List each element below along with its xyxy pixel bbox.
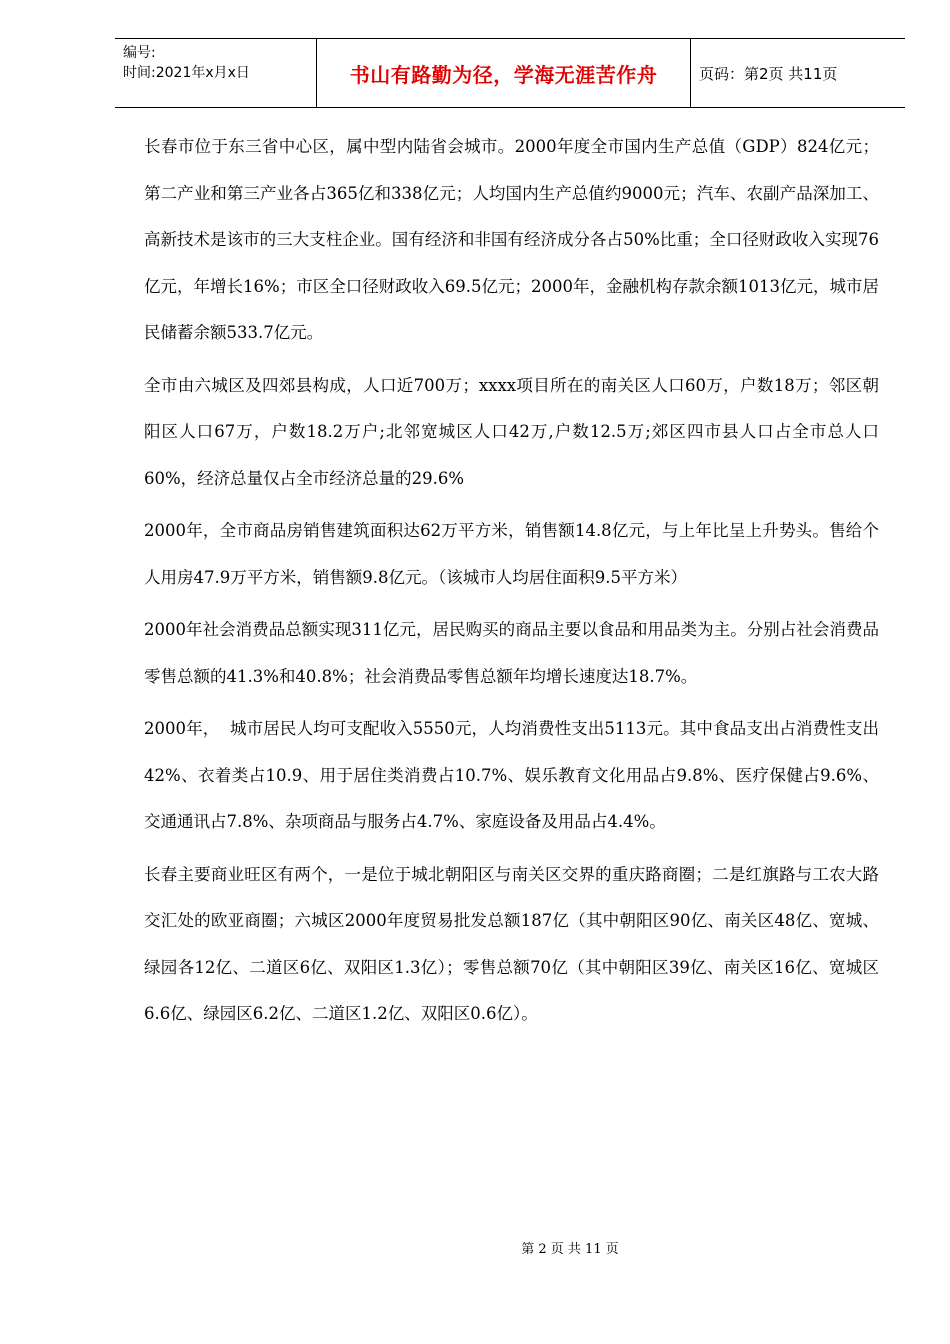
paragraph-income: 2000年， 城市居民人均可支配收入5550元，人均消费性支出5113元。其中食品支出占消费性支出42%、衣着类占10.9、用于居住类消费占10.7%、娱乐教育文化用品占9.8%、医疗保健占9.6%、交通通讯占7.8%、杂项商品与服务占4.7%、家庭设备及用品占4.4%。 <box>144 719 879 831</box>
header-page-info: 页码：第2页 共11页 <box>699 64 838 83</box>
paragraph-housing: 2000年，全市商品房销售建筑面积达62万平方米，销售额14.8亿元，与上年比呈上升势头。售给个人用房47.9万平方米，销售额9.8亿元。（该城市人均居住面积9.5平方米） <box>144 521 879 587</box>
document-body <box>144 124 879 1044</box>
header-motto: 书山有路勤为径，学海无涯苦作舟 <box>317 39 691 107</box>
header-meta <box>115 39 317 107</box>
paragraph-population: 全市由六城区及四郊县构成，人口近700万；xxxx项目所在的南关区人口60万，户数18万；邻区朝阳区人口67万，户数18.2万户;北邻宽城区人口42万,户数12.5万;郊区四市县人口占全市总人口60%，经济总量仅占全市经济总量的29.6% <box>144 375 879 488</box>
paragraph-economy: 长春市位于东三省中心区，属中型内陆省会城市。2000年度全市国内生产总值（GDP）824亿元；第二产业和第三产业各占365亿和338亿元；人均国内生产总值约9000元；汽车、农副产品深加工、高新技术是该市的三大支柱企业。国有经济和非国有经济成分各占50%比重；全口径财政收入实现76亿元，年增长16%；市区全口径财政收入69.5亿元；2000年，金融机构存款余额1013亿元，城市居民储蓄余额533.7亿元。 <box>144 137 879 342</box>
page-header <box>115 38 905 108</box>
paragraph-consumption: 2000年社会消费品总额实现311亿元，居民购买的商品主要以食品和用品类为主。分别占社会消费品零售总额的41.3%和40.8%；社会消费品零售总额年均增长速度达18.7%。 <box>144 620 879 686</box>
page-footer <box>0 1238 950 1257</box>
document-number: 编号: <box>123 45 156 61</box>
document-time: 时间:2021年x月x日 <box>123 65 250 81</box>
footer-page-number: 第 2 页 共 11 页 <box>521 1242 619 1257</box>
paragraph-commerce: 长春主要商业旺区有两个，一是位于城北朝阳区与南关区交界的重庆路商圈；二是红旗路与工农大路交汇处的欧亚商圈；六城区2000年度贸易批发总额187亿（其中朝阳区90亿、南关区48亿、宽城、绿园各12亿、二道区6亿、双阳区1.3亿）；零售总额70亿（其中朝阳区39亿、南关区16亿、宽城区6.6亿、绿园区6.2亿、二道区1.2亿、双阳区0.6亿）。 <box>144 864 879 1023</box>
